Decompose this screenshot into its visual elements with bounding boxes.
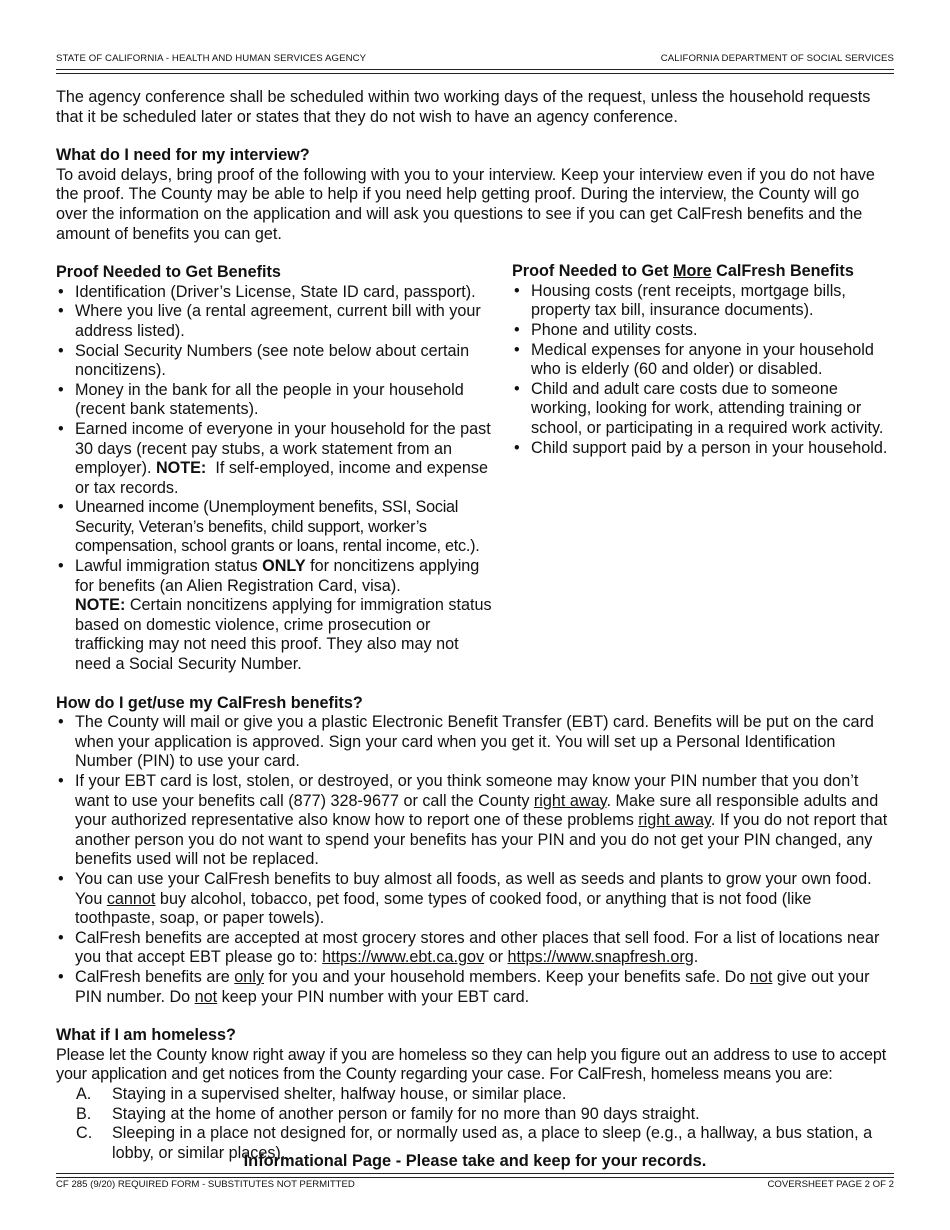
use-benefits-list [56, 713, 894, 1007]
header-rule [56, 69, 894, 70]
proof-benefits-column [56, 263, 494, 674]
proof-more-list [512, 282, 894, 458]
informational-note: Informational Page - Please take and keep for your records. [243, 1152, 707, 1170]
list-item: • Identification (Driver’s License, State ID card, passport). [56, 283, 494, 303]
list-item: • You can use your CalFresh benefits to buy almost all foods, as well as seeds and plants to grow your own food. You cannot buy alcohol, tobacco, pet food, some types of cooked food, or anything that is not food (like toothpaste, soap, or paper towels). [56, 870, 894, 929]
homeless-heading: What if I am homeless? [56, 1026, 236, 1045]
list-item: • Unearned income (Unemployment benefits, SSI, Social Security, Veteran’s benefits, child support, worker’s compensation, school grants or loans, rental income, etc.). [56, 498, 494, 557]
list-item: • CalFresh benefits are accepted at most grocery stores and other places that sell food. For a list of locations near you that accept EBT please go to: https://www.ebt.ca.gov or https://www.snapfresh.org. [56, 929, 894, 968]
list-item: • CalFresh benefits are only for you and your household members. Keep your benefits safe. Do not give out your PIN number. Do not keep your PIN number with your EBT card. [56, 968, 894, 1007]
list-item: • Phone and utility costs. [512, 321, 894, 341]
use-benefits-heading: How do I get/use my CalFresh benefits? [56, 693, 363, 712]
list-item: • Where you live (a rental agreement, current bill with your address listed). [56, 302, 494, 341]
list-item: • Money in the bank for all the people in your household (recent bank statements). [56, 381, 494, 420]
page-footer [56, 1179, 894, 1190]
list-item: • Medical expenses for anyone in your household who is elderly (60 and older) or disabled. [512, 341, 894, 380]
footer-rule-double [56, 1177, 894, 1178]
interview-body: To avoid delays, bring proof of the following with you to your interview. Keep your interview even if you do not have the proof. The County may be able to help if you need help getting proof. During the interview, the County will go over the information on the application and will ask you questions to see if you can get CalFresh benefits and the amount of benefits you can get. [56, 165, 875, 243]
proof-more-heading: Proof Needed to Get More CalFresh Benefits [512, 262, 854, 281]
list-item: • Child support paid by a person in your household. [512, 439, 894, 459]
footer-rule [56, 1173, 894, 1174]
list-item: B. Staying at the home of another person or family for no more than 90 days straight. [76, 1104, 700, 1123]
note-label: NOTE: [155, 459, 207, 478]
ebt-link[interactable]: https://www.ebt.ca.gov [322, 948, 485, 967]
proof-more-benefits-column [512, 263, 894, 674]
footer-page-number: COVERSHEET PAGE 2 OF 2 [767, 1179, 894, 1190]
list-item: A. Staying in a supervised shelter, halfway house, or similar place. [76, 1084, 567, 1103]
header-rule-double [56, 73, 894, 74]
page-header [56, 53, 894, 64]
snapfresh-link[interactable]: https://www.snapfresh.org [507, 948, 694, 967]
only-label: ONLY [262, 557, 306, 576]
homeless-body: Please let the County know right away if you are homeless so they can help you figure out an address to use to accept your application and get notices from the County regarding your case. For CalFresh, homeless means you are: [56, 1045, 887, 1084]
list-item: • Child and adult care costs due to someone working, looking for work, attending training or school, or participating in a required work activity. [512, 380, 894, 439]
list-item: • The County will mail or give you a plastic Electronic Benefit Transfer (EBT) card. Benefits will be put on the card when your application is approved. Sign your card when you get it. You will set up a Personal Identification Number (PIN) to use your card. [56, 713, 894, 772]
proof-columns [56, 263, 894, 674]
header-agency: STATE OF CALIFORNIA - HEALTH AND HUMAN SERVICES AGENCY [56, 53, 367, 64]
list-item: • Social Security Numbers (see note below about certain noncitizens). [56, 342, 494, 381]
list-item: C. Sleeping in a place not designed for, or normally used as, a place to sleep (e.g., a hallway, a bus station, a lobby, or similar places). [76, 1124, 873, 1162]
proof-benefits-list [56, 283, 494, 675]
interview-heading: What do I need for my interview? [56, 146, 310, 165]
list-item: • Lawful immigration status ONLY for noncitizens applying for benefits (an Alien Registration Card, visa). NOTE: Certain noncitizens applying for immigration status based on domestic violence, crime prosecution or trafficking may not need this proof. They also may not need a Social Security Number. [56, 557, 494, 675]
intro-paragraph: The agency conference shall be scheduled within two working days of the request, unless the household requests that it be scheduled later or states that they do not wish to have an agency conference. [56, 88, 871, 126]
list-item: • If your EBT card is lost, stolen, or destroyed, or you think someone may know your PIN number that you don’t want to use your benefits call (877) 328-9677 or call the County right away. Make sure all responsible adults and your authorized representative also know how to report one of these problems right away. If you do not report that another person you do not want to spend your benefits has your PIN and you do not get your PIN changed, any benefits used will not be replaced. [56, 772, 894, 870]
proof-benefits-heading: Proof Needed to Get Benefits [56, 263, 281, 282]
page-content [56, 88, 894, 1163]
list-item: • Earned income of everyone in your household for the past 30 days (recent pay stubs, a work statement from an employer). NOTE: If self-employed, income and expense or tax records. [56, 420, 494, 498]
list-item: • Housing costs (rent receipts, mortgage bills, property tax bill, insurance documents). [512, 282, 894, 321]
note-label: NOTE: [75, 596, 126, 615]
header-department: CALIFORNIA DEPARTMENT OF SOCIAL SERVICES [660, 53, 894, 64]
footer-form-id: CF 285 (9/20) REQUIRED FORM - SUBSTITUTES NOT PERMITTED [56, 1179, 355, 1190]
